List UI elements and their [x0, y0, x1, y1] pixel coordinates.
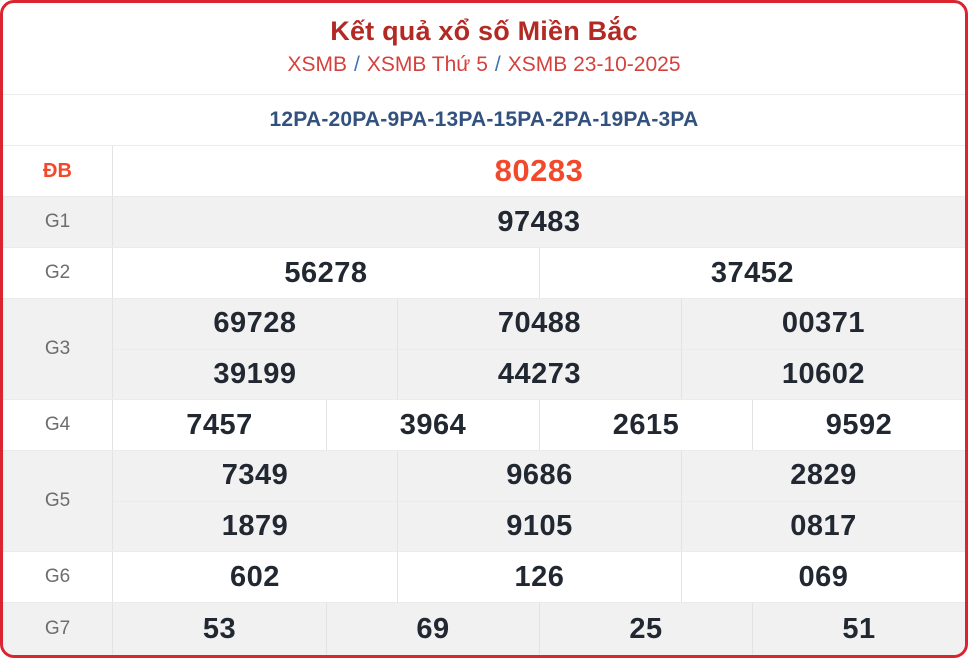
prize-number: 25 — [539, 603, 752, 655]
prize-number: 7457 — [186, 408, 253, 441]
prize-number: 2615 — [539, 400, 752, 450]
prize-number: 56278 — [284, 256, 368, 289]
prize-number: 0817 — [681, 501, 965, 552]
prize-number: 69 — [326, 603, 539, 655]
prize-label: G7 — [3, 603, 113, 655]
prize-number: 3964 — [326, 400, 539, 450]
prize-number: 00371 — [681, 299, 965, 349]
prize-row-g4 — [3, 399, 965, 450]
prize-values — [113, 400, 965, 450]
prize-label: G4 — [3, 400, 113, 450]
prize-label: ĐB — [3, 146, 113, 196]
prize-number: 9686 — [397, 451, 681, 501]
breadcrumb-separator: / — [353, 53, 360, 76]
prize-number: 126 — [397, 552, 681, 602]
prize-number: 39199 — [113, 349, 397, 400]
prize-values — [113, 197, 965, 247]
prize-values — [113, 451, 965, 551]
prize-number: 80283 — [494, 153, 584, 188]
prize-number: 53 — [202, 612, 237, 645]
prize-number: 97483 — [497, 205, 581, 238]
prize-row-đb — [3, 145, 965, 196]
results-header — [3, 3, 965, 95]
prize-values — [113, 603, 965, 655]
breadcrumb-link[interactable]: XSMB — [287, 53, 347, 76]
prize-values — [113, 552, 965, 602]
prize-label: G1 — [3, 197, 113, 247]
prize-row-g6 — [3, 551, 965, 602]
prize-label: G2 — [3, 248, 113, 298]
prize-number: 1879 — [113, 501, 397, 552]
prize-label: G3 — [3, 299, 113, 399]
prize-number: 44273 — [397, 349, 681, 400]
prize-number: 602 — [230, 560, 280, 593]
results-table — [3, 145, 965, 655]
prize-label: G5 — [3, 451, 113, 551]
prize-number: 9105 — [397, 501, 681, 552]
prize-number: 069 — [681, 552, 965, 602]
breadcrumb-separator: / — [494, 53, 501, 76]
prize-number: 70488 — [397, 299, 681, 349]
prize-number: 69728 — [213, 307, 297, 340]
prize-number: 9592 — [752, 400, 965, 450]
prize-number: 2829 — [681, 451, 965, 501]
prize-row-g2 — [3, 247, 965, 298]
prize-row-g3 — [3, 298, 965, 399]
prize-number: 10602 — [681, 349, 965, 400]
prize-row-g7 — [3, 602, 965, 655]
prize-row-g5 — [3, 450, 965, 551]
breadcrumb — [3, 53, 965, 77]
prize-label: G6 — [3, 552, 113, 602]
prize-values — [113, 248, 965, 298]
breadcrumb-link[interactable]: XSMB Thứ 5 — [366, 53, 488, 76]
breadcrumb-link[interactable]: XSMB 23-10-2025 — [507, 53, 681, 76]
page-title: Kết quả xổ số Miền Bắc — [330, 16, 638, 46]
prize-number: 51 — [752, 603, 965, 655]
prize-row-g1 — [3, 196, 965, 247]
prize-number: 7349 — [221, 459, 289, 492]
prize-number: 37452 — [539, 248, 965, 298]
lottery-code-line: 12PA-20PA-9PA-13PA-15PA-2PA-19PA-3PA — [269, 108, 699, 131]
prize-values — [113, 299, 965, 399]
prize-values — [113, 146, 965, 196]
